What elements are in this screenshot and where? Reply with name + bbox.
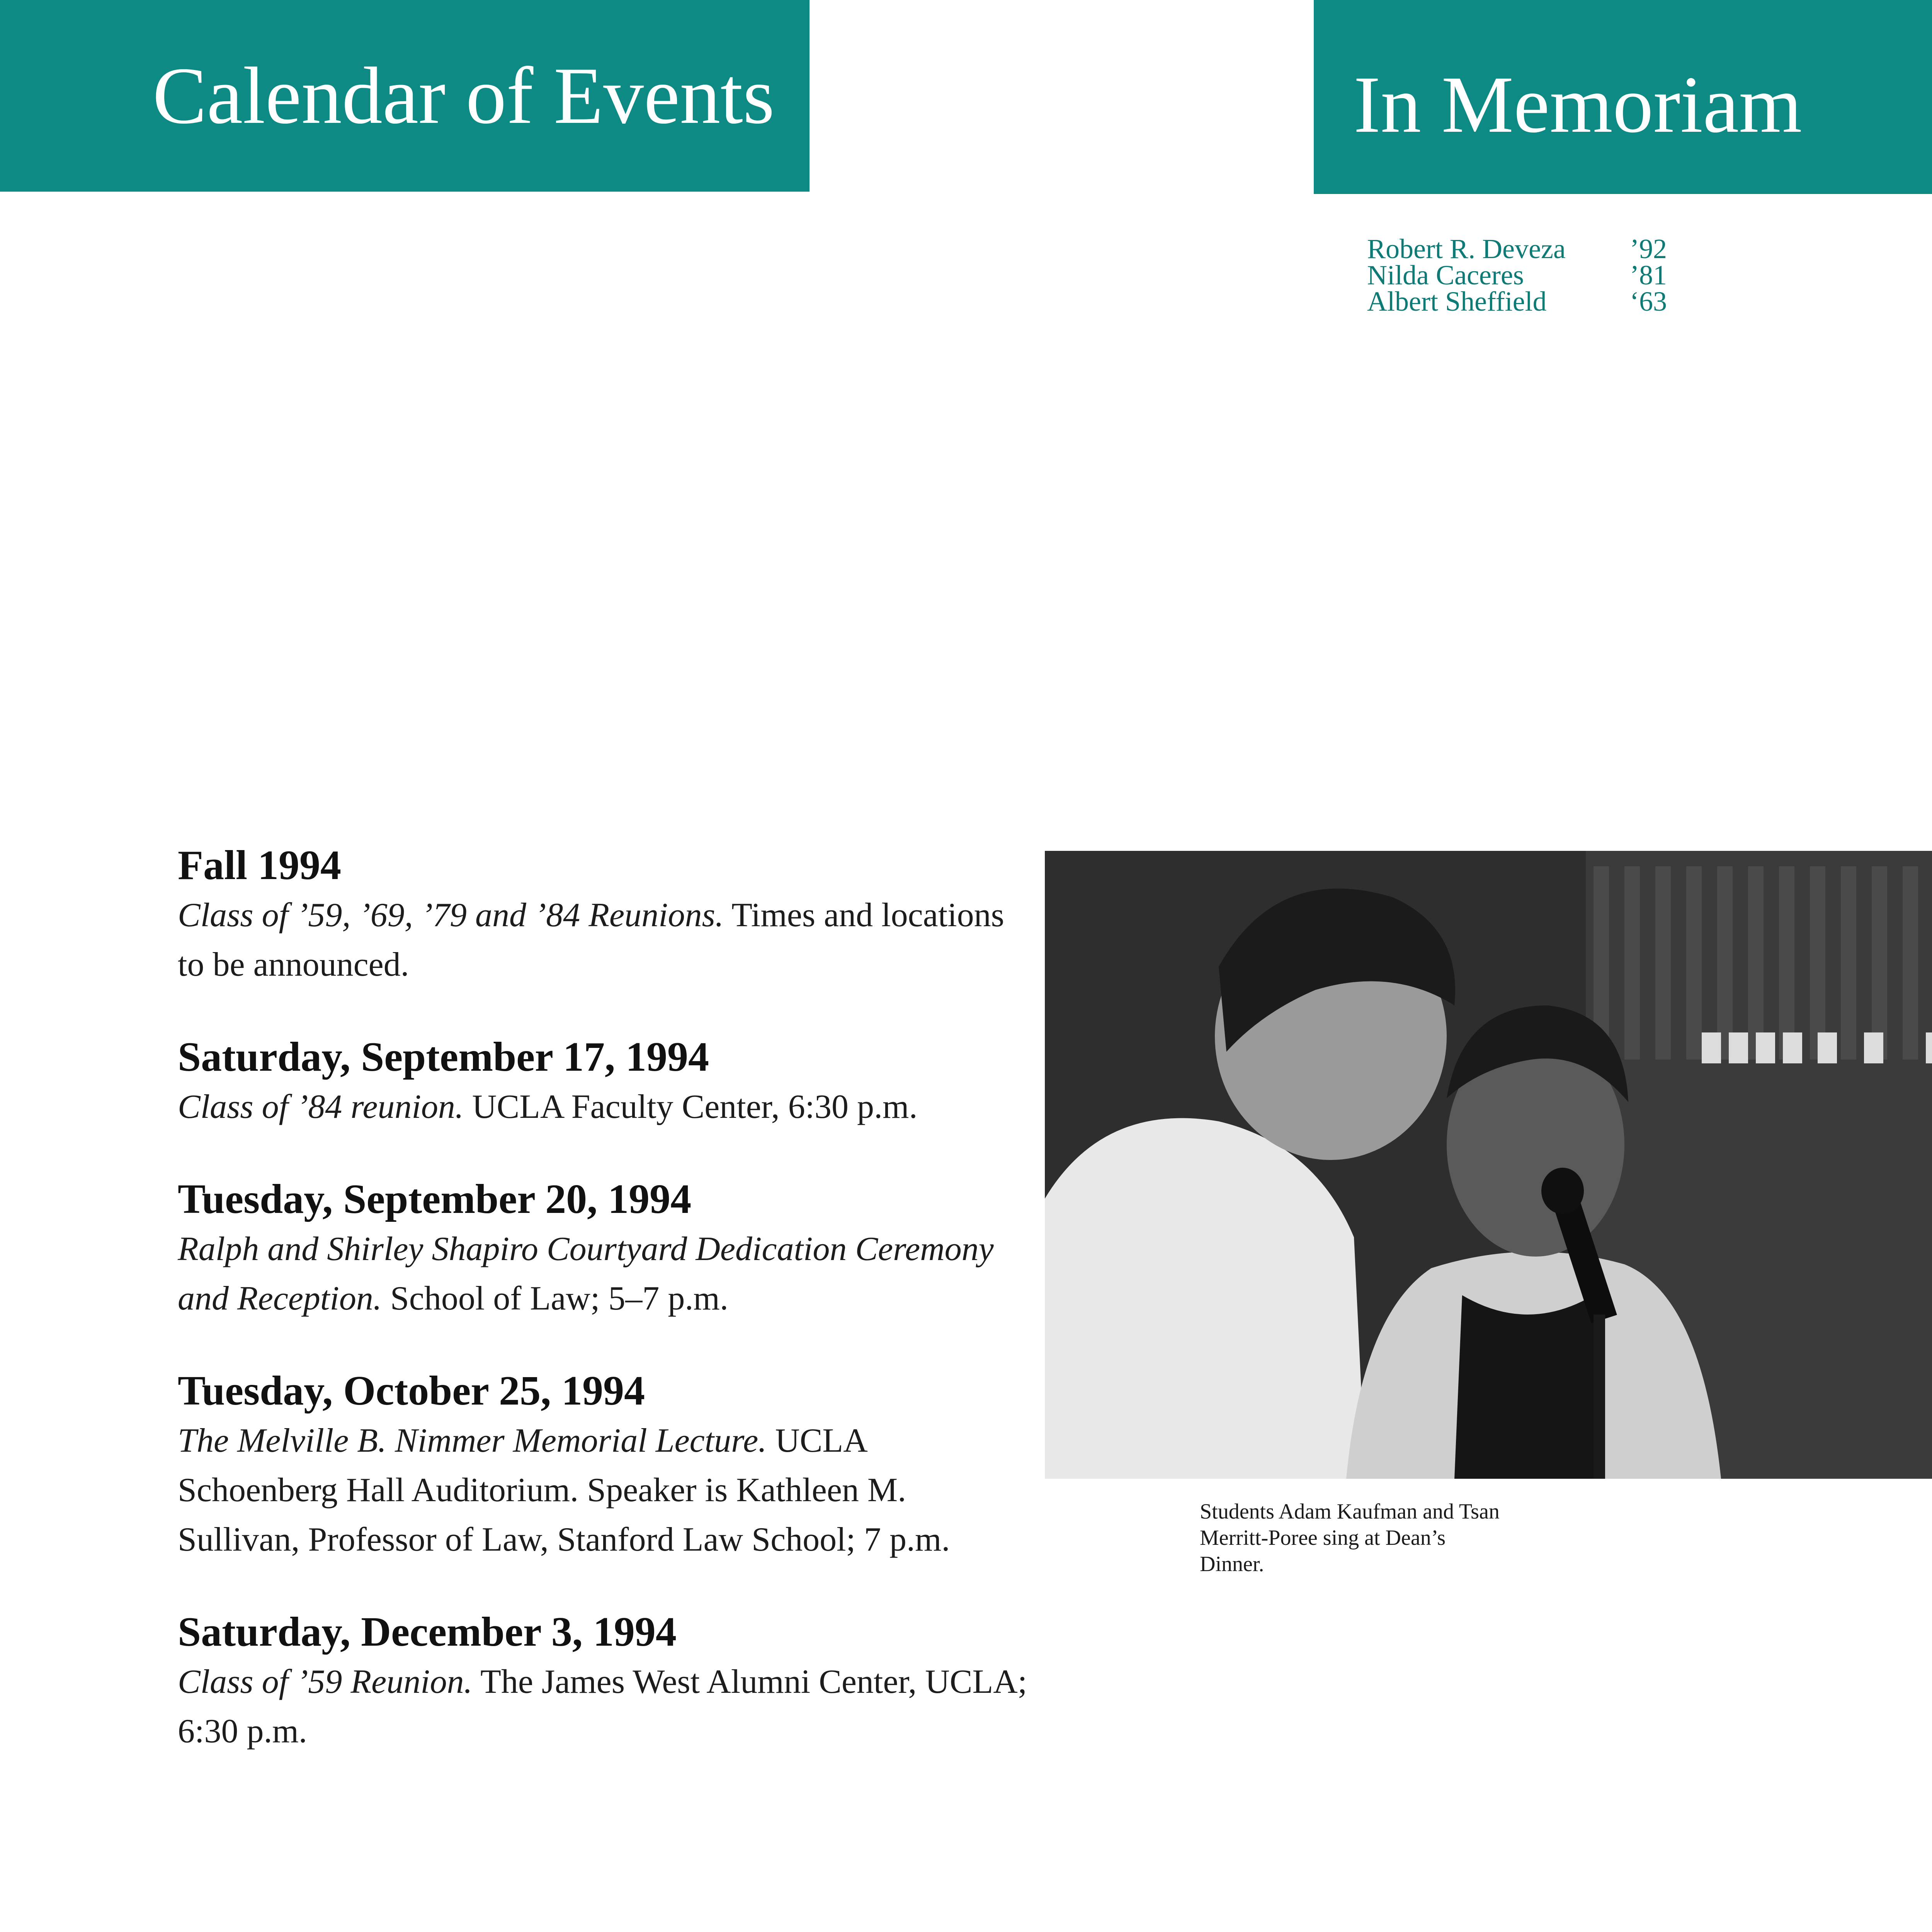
memoriam-name: Albert Sheffield	[1367, 286, 1547, 317]
events-list	[178, 840, 1028, 1799]
event-item	[178, 1032, 1028, 1132]
memoriam-year: ’92	[1630, 233, 1667, 264]
event-date: Tuesday, October 25, 1994	[178, 1368, 645, 1414]
event-title: Class of ’59 Reunion.	[178, 1663, 473, 1701]
memoriam-title: In Memoriam	[1354, 60, 1802, 150]
event-item	[178, 1607, 1028, 1756]
event-description	[178, 1082, 1028, 1132]
event-item	[178, 1174, 1028, 1323]
event-title: Class of ’59, ’69, ’79 and ’84 Reunions.	[178, 896, 724, 934]
event-description	[178, 891, 1028, 990]
memoriam-name: Robert R. Deveza	[1367, 233, 1566, 264]
event-details: Times and locations to be announced.	[178, 896, 1004, 983]
event-date: Tuesday, September 20, 1994	[178, 1176, 692, 1222]
event-details: UCLA Schoenberg Hall Auditorium. Speaker is Kathleen M. Sullivan, Professor of Law, Stanford Law School; 7 p.m.	[178, 1422, 950, 1558]
students-singing-photo	[1045, 851, 1932, 1479]
memoriam-banner	[1314, 0, 1932, 194]
event-description	[178, 1225, 1028, 1323]
memoriam-name: Nilda Caceres	[1367, 260, 1524, 291]
event-title: Class of ’84 reunion.	[178, 1088, 464, 1126]
event-description	[178, 1416, 1028, 1565]
event-item	[178, 1366, 1028, 1565]
memoriam-list	[1367, 233, 1715, 317]
event-title: The Melville B. Nimmer Memorial Lecture.	[178, 1422, 767, 1459]
event-description	[178, 1657, 1028, 1756]
event-date: Fall 1994	[178, 842, 341, 888]
memoriam-entry	[1367, 260, 1715, 291]
event-details: UCLA Faculty Center, 6:30 p.m.	[463, 1088, 918, 1126]
memoriam-entry	[1367, 288, 1715, 315]
calendar-title: Calendar of Events	[153, 51, 775, 141]
event-details: The James West Alumni Center, UCLA; 6:30 p.m.	[178, 1663, 1027, 1750]
event-date: Saturday, December 3, 1994	[178, 1609, 677, 1655]
memoriam-year: ’81	[1630, 260, 1667, 291]
event-title: Ralph and Shirley Shapiro Courtyard Dedication Ceremony and Reception.	[178, 1230, 994, 1317]
event-date: Saturday, September 17, 1994	[178, 1034, 709, 1080]
event-item	[178, 840, 1028, 990]
memoriam-entry	[1367, 233, 1715, 264]
photo-illustration	[1045, 851, 1932, 1479]
photo-caption: Students Adam Kaufman and Tsan Merritt-Poree sing at Dean’s Dinner.	[1200, 1500, 1500, 1576]
memoriam-year: ‘63	[1630, 286, 1667, 317]
event-details: School of Law; 5–7 p.m.	[381, 1280, 728, 1317]
calendar-banner	[0, 0, 810, 192]
